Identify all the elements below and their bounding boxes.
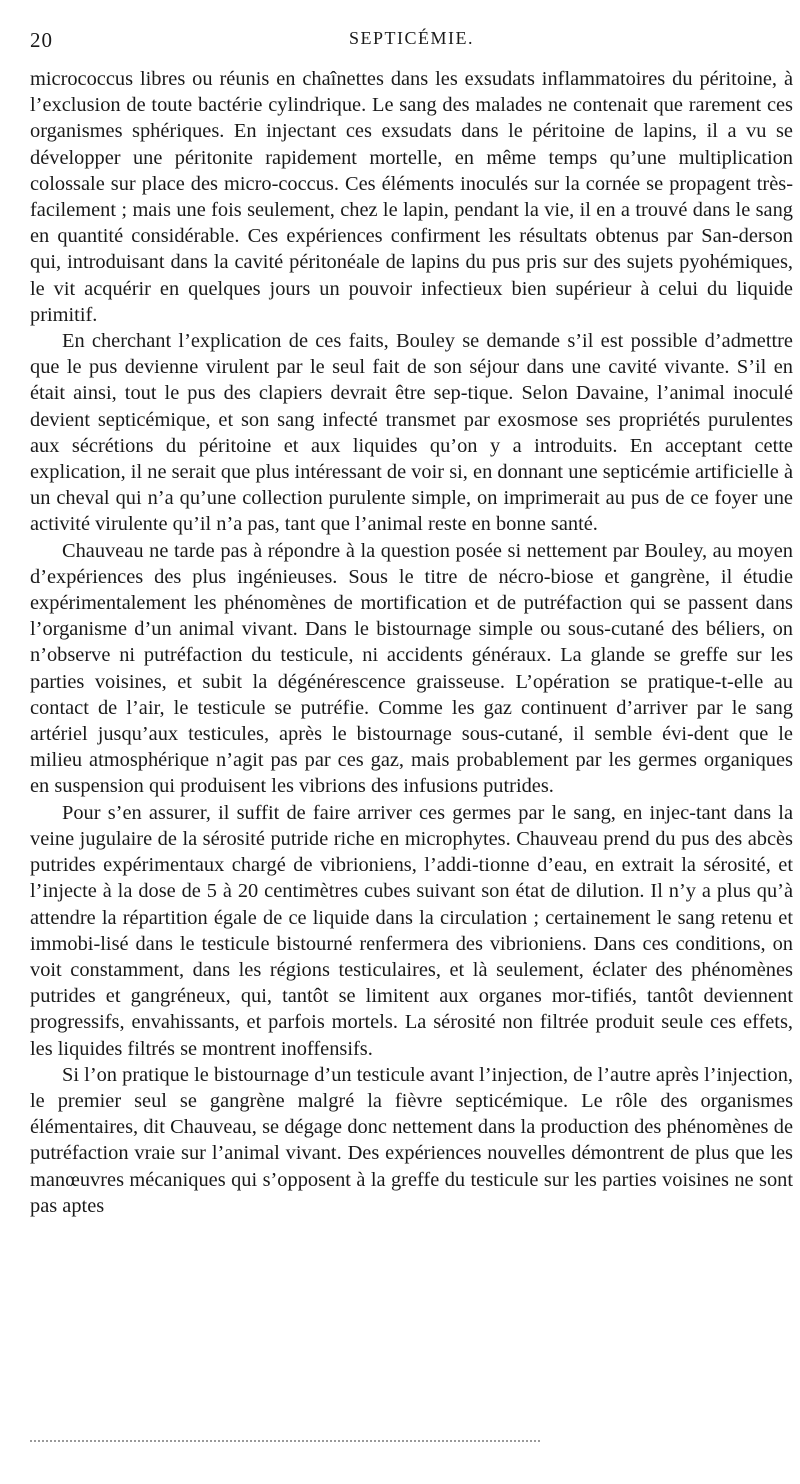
paragraph: Chauveau ne tarde pas à répondre à la question posée si nettement par Bouley, au moyen d’expériences des plus ingénieuses. Sous le titre de nécro-biose et gangrène, il étudie expérimentalement les phénomènes de mortification et de putréfaction qui se passent dans l’organisme d’un animal vivant. Dans le bistournage simple ou sous-cutané des béliers, on n’observe ni putréfaction du testicule, ni accidents généraux. La glande se greffe sur les parties voisines, et subit la dégénérescence graisseuse. L’opération se pratique-t-elle au contact de l’air, le testicule se putréfie. Comme les gaz continuent d’arriver par le sang artériel jusqu’aux testicules, après le bistournage sous-cutané, il semble évi-dent que le milieu atmosphérique n’agit pas par ces gaz, mais probablement par les germes organiques en suspension qui produisent les vibrions des infusions putrides. [30, 539, 793, 798]
book-page [30, 28, 793, 1219]
running-title: SEPTICÉMIE. [348, 28, 474, 48]
paragraph: En cherchant l’explication de ces faits, Bouley se demande s’il est possible d’admettre que le pus devienne virulent par le seul fait de son séjour dans une cavité vivante. S’il en était ainsi, tout le pus des clapiers devrait être sep-tique. Selon Davaine, l’animal inoculé devient septicémique, et son sang infecté transmet par exosmose ses propriétés purulentes aux sécrétions du péritoine et aux liquides qu’on y a introduits. En acceptant cette explication, il ne serait que plus intéressant de voir si, en donnant une septicémie artificielle à un cheval qui n’a qu’une collection purulente simple, on imprimerait au pus de ce foyer une activité virulente qu’il n’a pas, tant que l’animal reste en bonne santé. [30, 330, 793, 536]
paragraph-continued: micrococcus libres ou réunis en chaînettes dans les exsudats inflammatoires du péritoine, à l’exclusion de toute bactérie cylindrique. Le sang des malades ne contenait que rarement ces organismes sphériques. En injectant ces exsudats dans le péritoine de lapins, il a vu se développer une péritonite rapidement mortelle, en même temps qu’une multiplication colossale sur place des micro-coccus. Ces éléments inoculés sur la cornée se propagent très-facilement ; mais une fois seulement, chez le lapin, pendant la vie, il en a trouvé dans le sang en quantité considérable. Ces expériences confirment les résultats obtenus par San-derson qui, introduisant dans la cavité péritonéale de lapins du pus pris sur des sujets pyohémiques, le vit acquérir en quelques jours un pouvoir infectieux bien supérieur à celui du liquide primitif. [30, 68, 793, 326]
paragraph: Si l’on pratique le bistournage d’un testicule avant l’injection, de l’autre après l’injection, le premier seul se gangrène malgré la fièvre septicémique. Le rôle des organismes élémentaires, dit Chauveau, se dégage donc nettement dans la production des phénomènes de putréfaction vraie sur l’animal vivant. Des expériences nouvelles démontrent de plus que les manœuvres mécaniques qui s’opposent à la greffe du testicule sur les parties voisines ne sont pas aptes [30, 1063, 793, 1217]
page-number: 20 [30, 28, 53, 52]
running-head [30, 28, 793, 58]
footer-divider [30, 1440, 540, 1442]
paragraph: Pour s’en assurer, il suffit de faire arriver ces germes par le sang, en injec-tant dans la veine jugulaire de la sérosité putride riche en microphytes. Chauveau prend du pus des abcès putrides expérimentaux chargé de vibrioniens, l’addi-tionne d’eau, en extrait la sérosité, et l’injecte à la dose de 5 à 20 centimètres cubes suivant son état de dilution. Il n’y a plus qu’à attendre la répartition égale de ce liquide dans la circulation ; certainement le sang retenu et immobi-lisé dans le testicule bistourné renfermera des vibrioniens. Dans ces conditions, on voit constamment, dans les régions testiculaires, et là seulement, éclater des phénomènes putrides et gangréneux, qui, tantôt se limitent aux organes mor-tifiés, tantôt deviennent progressifs, envahissants, et parfois mortels. La sérosité non filtrée produit seule ces effets, les liquides filtrés se montrent inoffensifs. [30, 801, 793, 1060]
body-text [30, 66, 793, 1219]
